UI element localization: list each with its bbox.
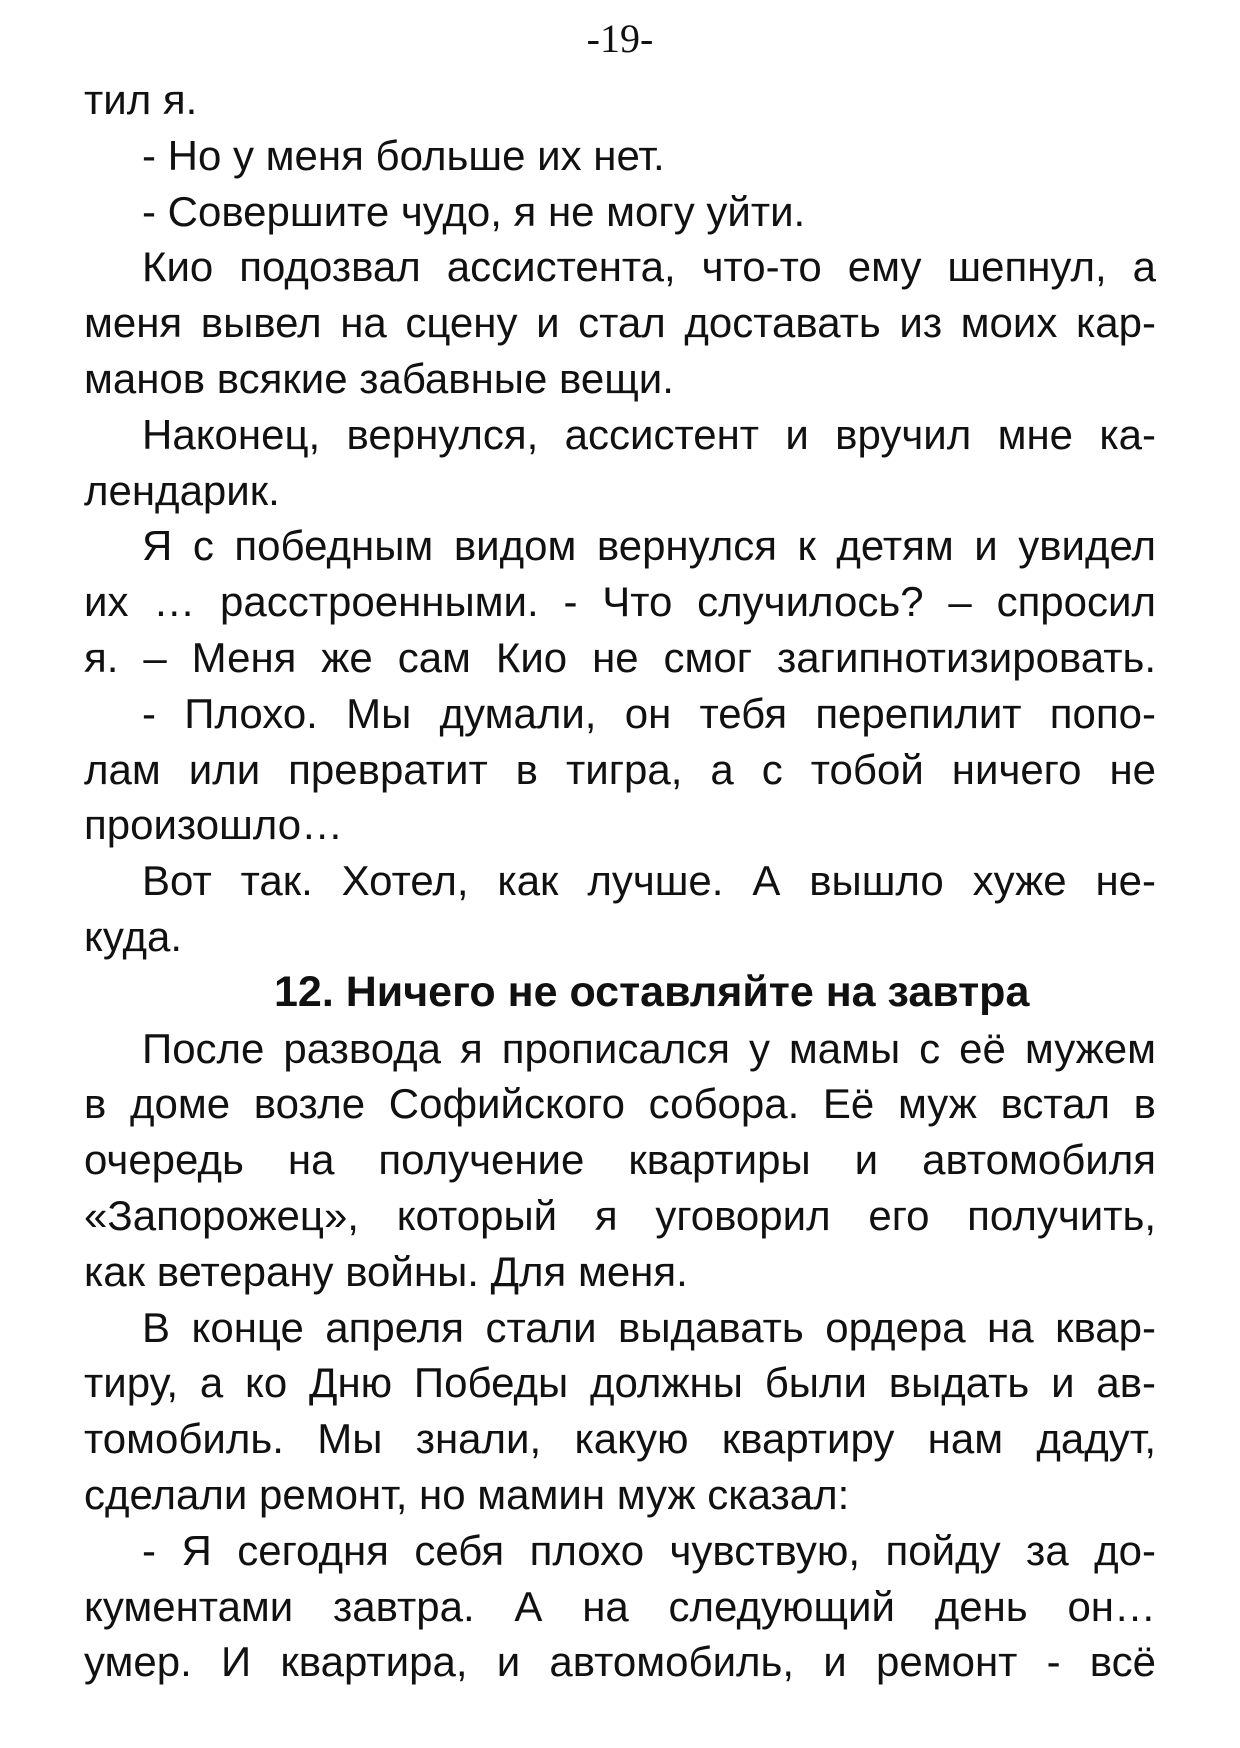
body-text xyxy=(84,72,1156,1690)
text-line: я. – Меня же сам Кио не смог загипнотизировать. xyxy=(84,633,1156,681)
text-line: - Я сегодня себя плохо чувствую, пойду за до- xyxy=(142,1526,1156,1574)
text-line: В конце апреля стали выдавать ордера на квар- xyxy=(142,1303,1156,1351)
text-line: умер. И квартира, и автомобиль, и ремонт - всё xyxy=(84,1638,1156,1686)
text-line: - Плохо. Мы думали, он тебя перепилит попо- xyxy=(142,689,1156,737)
text-line: манов всякие забавные вещи. xyxy=(84,354,674,402)
text-line: Я с победным видом вернулся к детям и увидел xyxy=(142,522,1156,570)
text-line: очередь на получение квартиры и автомобиля xyxy=(84,1136,1156,1184)
text-line: куда. xyxy=(84,912,182,960)
text-line: - Но у меня больше их нет. xyxy=(142,131,665,179)
text-line: «Запорожец», который я уговорил его получить, xyxy=(84,1191,1156,1239)
text-line: тил я. xyxy=(84,76,198,123)
text-line: Кио подозвал ассистента, что-то ему шепнул, а xyxy=(142,243,1156,291)
text-line: лам или превратит в тигра, а с тобой ничего не xyxy=(84,745,1156,793)
page-number: -19- xyxy=(586,16,654,61)
text-line: - Совершите чудо, я не могу уйти. xyxy=(142,187,806,235)
text-line: произошло… xyxy=(84,801,344,849)
text-line: лендарик. xyxy=(84,466,280,514)
text-line: меня вывел на сцену и стал доставать из моих кар- xyxy=(84,299,1156,347)
text-line: как ветерану войны. Для меня. xyxy=(84,1247,688,1295)
text-line: томобиль. Мы знали, какую квартиру нам дадут, xyxy=(84,1415,1156,1463)
text-line: их … расстроенными. - Что случилось? – спросил xyxy=(84,578,1156,626)
text-line: сделали ремонт, но мамин муж сказал: xyxy=(84,1470,850,1518)
section-heading: 12. Ничего не оставляйте на завтра xyxy=(274,967,1030,1016)
text-line: После развода я прописался у мамы с её мужем xyxy=(142,1024,1156,1072)
text-line: Вот так. Хотел, как лучше. А вышло хуже не- xyxy=(142,857,1156,905)
text-line: кументами завтра. А на следующий день он… xyxy=(84,1582,1156,1630)
text-line: тиру, а ко Дню Победы должны были выдать и ав- xyxy=(84,1359,1156,1407)
text-line: в доме возле Софийского собора. Её муж встал в xyxy=(84,1080,1156,1128)
text-line: Наконец, вернулся, ассистент и вручил мне ка- xyxy=(142,410,1156,458)
